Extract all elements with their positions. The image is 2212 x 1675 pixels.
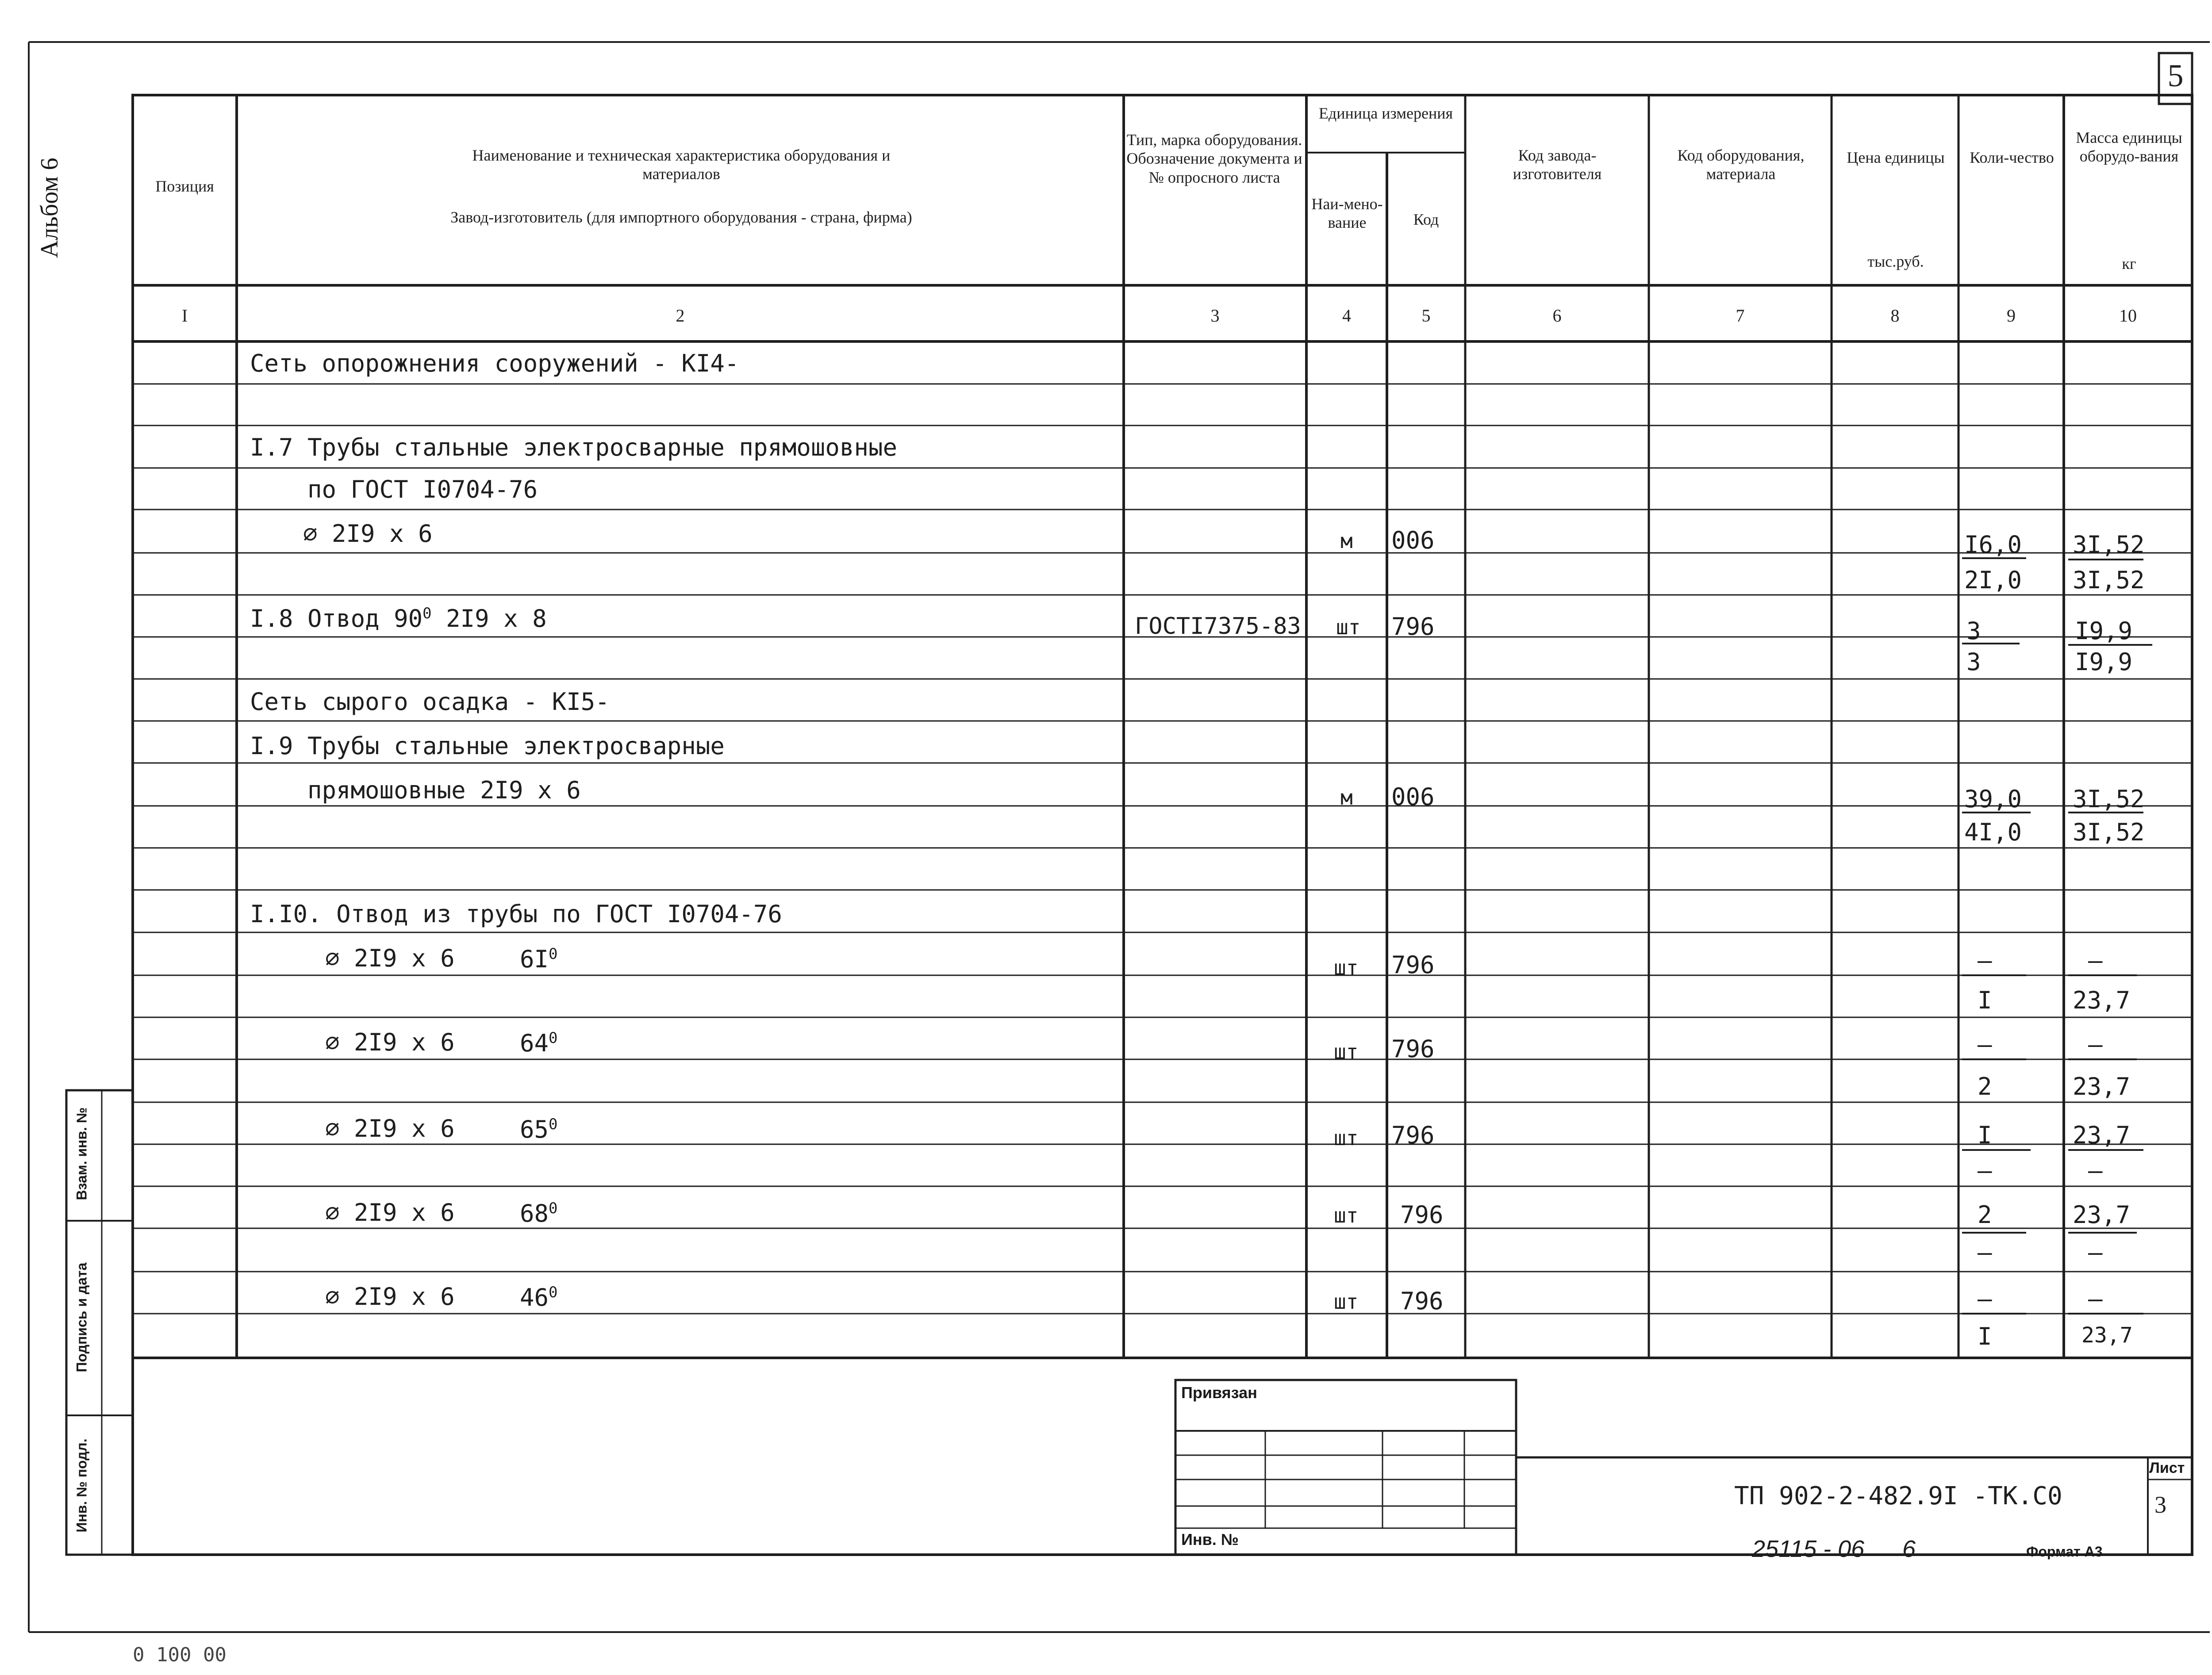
col-num-4: 4 (1342, 306, 1351, 326)
qty-cell: 2 (1978, 1201, 1992, 1229)
bend-size: ∅ 2I9 х 6 (325, 1283, 455, 1311)
bend-size: ∅ 2I9 х 6 (325, 1028, 455, 1056)
qty-cell: 3 (1966, 648, 1981, 676)
bend-angle-value: 65 (520, 1115, 549, 1143)
item-1-9-size: прямошовные 2I9 х 6 (307, 776, 581, 804)
qty-cell: 2 (1978, 1073, 1992, 1100)
code-cell: 796 (1400, 1287, 1444, 1315)
qty-cell: I (1978, 1121, 1992, 1149)
item-1-7: I.7 Трубы стальные электросварные прямошовные (250, 433, 897, 461)
document-code: ТП 902-2-482.9I -ТК.С0 (1734, 1482, 2062, 1510)
col-num-6: 6 (1552, 306, 1562, 326)
degree-sup: 0 (549, 1029, 558, 1047)
page-number: 5 (2167, 58, 2184, 93)
col-num-5: 5 (1421, 306, 1431, 326)
mass-cell: – (2088, 947, 2103, 974)
header-mass-unit: кг (2122, 255, 2136, 272)
mass-cell: – (2088, 1157, 2103, 1184)
item-1-8-name: I.8 Отвод 90 (250, 605, 423, 632)
header-price: Цена единицы (1847, 149, 1945, 166)
type-cell: ГОСТI7375-83 (1135, 613, 1301, 640)
bend-angle (520, 947, 558, 971)
degree-sup: 0 (549, 1115, 558, 1133)
bend-size: ∅ 2I9 х 6 (325, 1115, 455, 1142)
cut-off-text: 0 100 00 (133, 1644, 227, 1666)
bend-size: ∅ 2I9 х 6 (325, 1199, 455, 1227)
album-label: Альбом 6 (36, 157, 63, 258)
stamp-number-suffix: 6 (1902, 1536, 1916, 1562)
qty-cell: 2I,0 (1964, 566, 2022, 594)
qty-cell: I6,0 (1964, 531, 2022, 559)
mass-cell: – (2088, 1285, 2103, 1313)
sheet-number: 3 (2154, 1491, 2166, 1518)
degree-sup: 0 (549, 945, 558, 963)
side-label-inventory: Инв. № подл. (73, 1438, 90, 1533)
mass-cell: – (2088, 1031, 2103, 1058)
sheet-label: Лист (2149, 1460, 2185, 1476)
header-equipment-code: Код оборудования, материала (1677, 146, 1805, 183)
mass-cell: I9,9 (2075, 617, 2133, 645)
stamp-number: 25115 - 06 (1752, 1536, 1865, 1562)
mass-cell: 3I,52 (2073, 531, 2145, 559)
qty-cell: 39,0 (1964, 785, 2022, 813)
mass-cell: I9,9 (2075, 648, 2133, 676)
bend-angle (520, 1117, 558, 1142)
bend-angle-value: 64 (520, 1029, 549, 1057)
privyazan-label: Привязан (1181, 1384, 1257, 1402)
unit-cell: м (1340, 529, 1353, 553)
side-label-replacement: Взам. инв. № (73, 1107, 90, 1200)
unit-cell: шт (1334, 1204, 1359, 1227)
unit-cell: шт (1334, 1126, 1359, 1150)
bend-size: ∅ 2I9 х 6 (325, 944, 455, 972)
header-type: Тип, марка оборудования. Обозначение документа и № опросного листа (1126, 131, 1302, 186)
code-cell: 796 (1400, 1201, 1444, 1229)
bend-angle (520, 1201, 558, 1226)
qty-cell: I (1978, 1322, 1992, 1350)
unit-cell: шт (1336, 615, 1361, 639)
header-factory-code: Код завода-изготовителя (1513, 146, 1602, 183)
mass-cell: 23,7 (2081, 1323, 2133, 1348)
degree-sup: 0 (549, 1200, 558, 1217)
section-title-ki4: Сеть опорожнения сооружений - КI4- (250, 349, 739, 377)
qty-cell: – (1978, 947, 1992, 974)
section-title-ki5: Сеть сырого осадка - КI5- (250, 688, 610, 716)
header-unit-group: Единица измерения (1318, 104, 1453, 122)
code-cell: 796 (1391, 1035, 1435, 1063)
format-label: Формат А3 (2026, 1544, 2103, 1560)
mass-cell: 3I,52 (2073, 566, 2145, 594)
header-mass: Масса единицы оборудо-вания (2076, 129, 2182, 165)
header-price-unit: тыс.руб. (1867, 253, 1924, 270)
side-label-signature: Подпись и дата (73, 1262, 90, 1372)
code-cell: 796 (1391, 613, 1435, 640)
mass-cell: 23,7 (2073, 986, 2131, 1014)
col-num-1: I (181, 306, 188, 326)
bend-angle-value: 68 (520, 1200, 549, 1227)
item-1-9: I.9 Трубы стальные электросварные (250, 732, 725, 760)
qty-cell: – (1978, 1157, 1992, 1184)
col-num-9: 9 (2007, 306, 2016, 326)
qty-cell: 3 (1966, 617, 1981, 645)
col-num-2: 2 (676, 306, 685, 326)
item-1-8-size: 2I9 х 8 (431, 605, 547, 632)
mass-cell: 3I,52 (2073, 818, 2145, 846)
col-num-10: 10 (2119, 306, 2137, 326)
code-cell: 006 (1391, 526, 1435, 554)
code-cell: 796 (1391, 1121, 1435, 1149)
item-1-10: I.I0. Отвод из трубы по ГОСТ I0704-76 (250, 900, 782, 928)
item-1-8 (250, 606, 547, 631)
inv-number-label: Инв. № (1181, 1530, 1239, 1549)
mass-cell: 23,7 (2073, 1073, 2131, 1100)
qty-cell: 4I,0 (1964, 818, 2022, 846)
header-unit-name: Наи-мено-вание (1311, 195, 1383, 232)
header-name: Наименование и техническая характеристика оборудования и материалов (472, 146, 891, 183)
code-cell: 006 (1391, 783, 1435, 811)
unit-cell: шт (1334, 1040, 1359, 1064)
header-position: Позиция (155, 177, 214, 195)
mass-cell: 23,7 (2073, 1121, 2131, 1149)
col-num-3: 3 (1210, 306, 1220, 326)
col-num-7: 7 (1736, 306, 1745, 326)
mass-cell: – (2088, 1238, 2103, 1266)
col-num-8: 8 (1890, 306, 1900, 326)
mass-cell: 3I,52 (2073, 785, 2145, 813)
qty-cell: – (1978, 1031, 1992, 1058)
bend-angle-value: 6I (520, 945, 549, 973)
item-1-7-std: по ГОСТ I0704-76 (307, 475, 538, 503)
bend-angle (520, 1285, 558, 1310)
bend-angle-value: 46 (520, 1284, 549, 1311)
qty-cell: – (1978, 1285, 1992, 1313)
header-quantity: Коли-чество (1970, 149, 2054, 166)
mass-cell: 23,7 (2073, 1201, 2131, 1229)
unit-cell: шт (1334, 956, 1359, 980)
degree-sup: 0 (549, 1284, 558, 1301)
code-cell: 796 (1391, 951, 1435, 979)
qty-cell: – (1978, 1238, 1992, 1266)
qty-cell: I (1978, 986, 1992, 1014)
header-manufacturer: Завод-изготовитель (для импортного оборудования - страна, фирма) (450, 208, 912, 226)
unit-cell: шт (1334, 1290, 1359, 1314)
bend-angle (520, 1031, 558, 1055)
item-1-7-size: ∅ 2I9 х 6 (303, 520, 433, 548)
degree-sup: 0 (422, 605, 432, 622)
unit-cell: м (1340, 786, 1353, 809)
header-unit-code: Код (1413, 211, 1439, 228)
